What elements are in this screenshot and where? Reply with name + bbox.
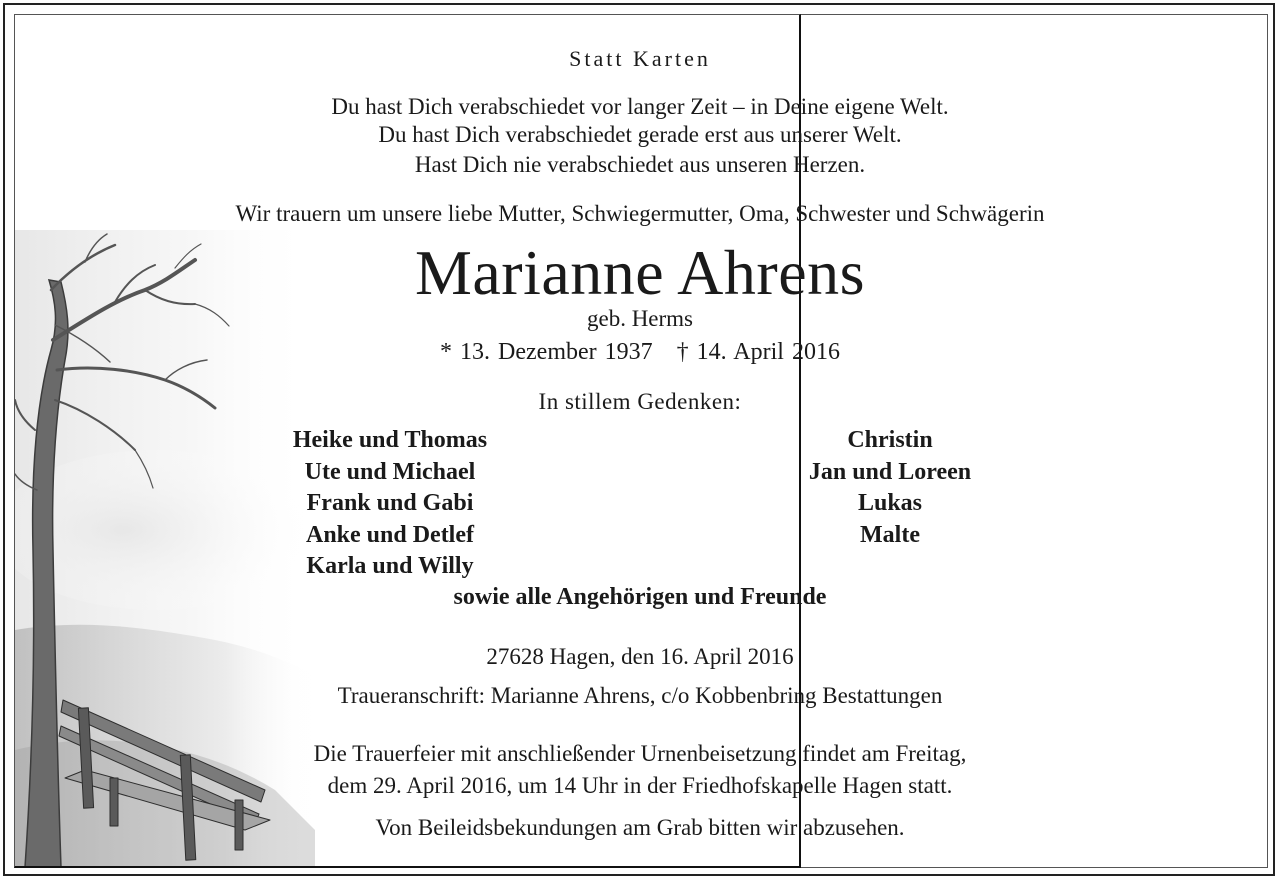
header-statt-karten: Statt Karten <box>569 46 711 71</box>
poem-line-3: Hast Dich nie verabschiedet aus unseren Herzen. <box>414 152 866 177</box>
mourner-name: Christin <box>847 427 933 453</box>
announcement-intro: Wir trauern um unsere liebe Mutter, Schwiegermutter, Oma, Schwester und Schwägerin <box>235 201 1045 226</box>
poem-line-1: Du hast Dich verabschiedet vor langer Zeit – in Deine eigene Welt. <box>331 94 949 119</box>
mourner-name: Heike und Thomas <box>292 427 488 453</box>
mourner-name: Frank und Gabi <box>306 490 474 516</box>
place-and-date: 27628 Hagen, den 16. April 2016 <box>486 644 794 669</box>
mourner-name: Ute und Michael <box>304 458 476 485</box>
mourner-name: Karla und Willy <box>306 553 474 579</box>
mourner-name: Malte <box>860 521 920 548</box>
funeral-info-line-2: dem 29. April 2016, um 14 Uhr in der Friedhofskapelle Hagen statt. <box>327 773 953 798</box>
mourner-name: Jan und Loreen <box>808 458 972 485</box>
maiden-name: geb. Herms <box>586 306 694 331</box>
mourning-address: Traueranschrift: Marianne Ahrens, c/o Kobbenbring Bestattungen <box>337 683 943 708</box>
mourner-name: Anke und Detlef <box>305 521 474 548</box>
mourners-heading: In stillem Gedenken: <box>538 389 742 414</box>
mourners-right-column <box>740 425 1040 551</box>
funeral-info-line-1: Die Trauerfeier mit anschließender Urnenbeisetzung findet am Freitag, <box>313 741 967 766</box>
deceased-name: Marianne Ahrens <box>414 237 866 308</box>
mourner-name: Lukas <box>857 490 923 516</box>
mourners-closing: sowie alle Angehörigen und Freunde <box>453 584 827 610</box>
mourners-left-column <box>240 425 540 583</box>
poem-line-2: Du hast Dich verabschiedet gerade erst aus unserer Welt. <box>378 122 902 147</box>
life-dates: * 13. Dezember 1937 † 14. April 2016 <box>440 339 840 365</box>
condolence-note: Von Beileidsbekundungen am Grab bitten wir abzusehen. <box>375 815 905 840</box>
